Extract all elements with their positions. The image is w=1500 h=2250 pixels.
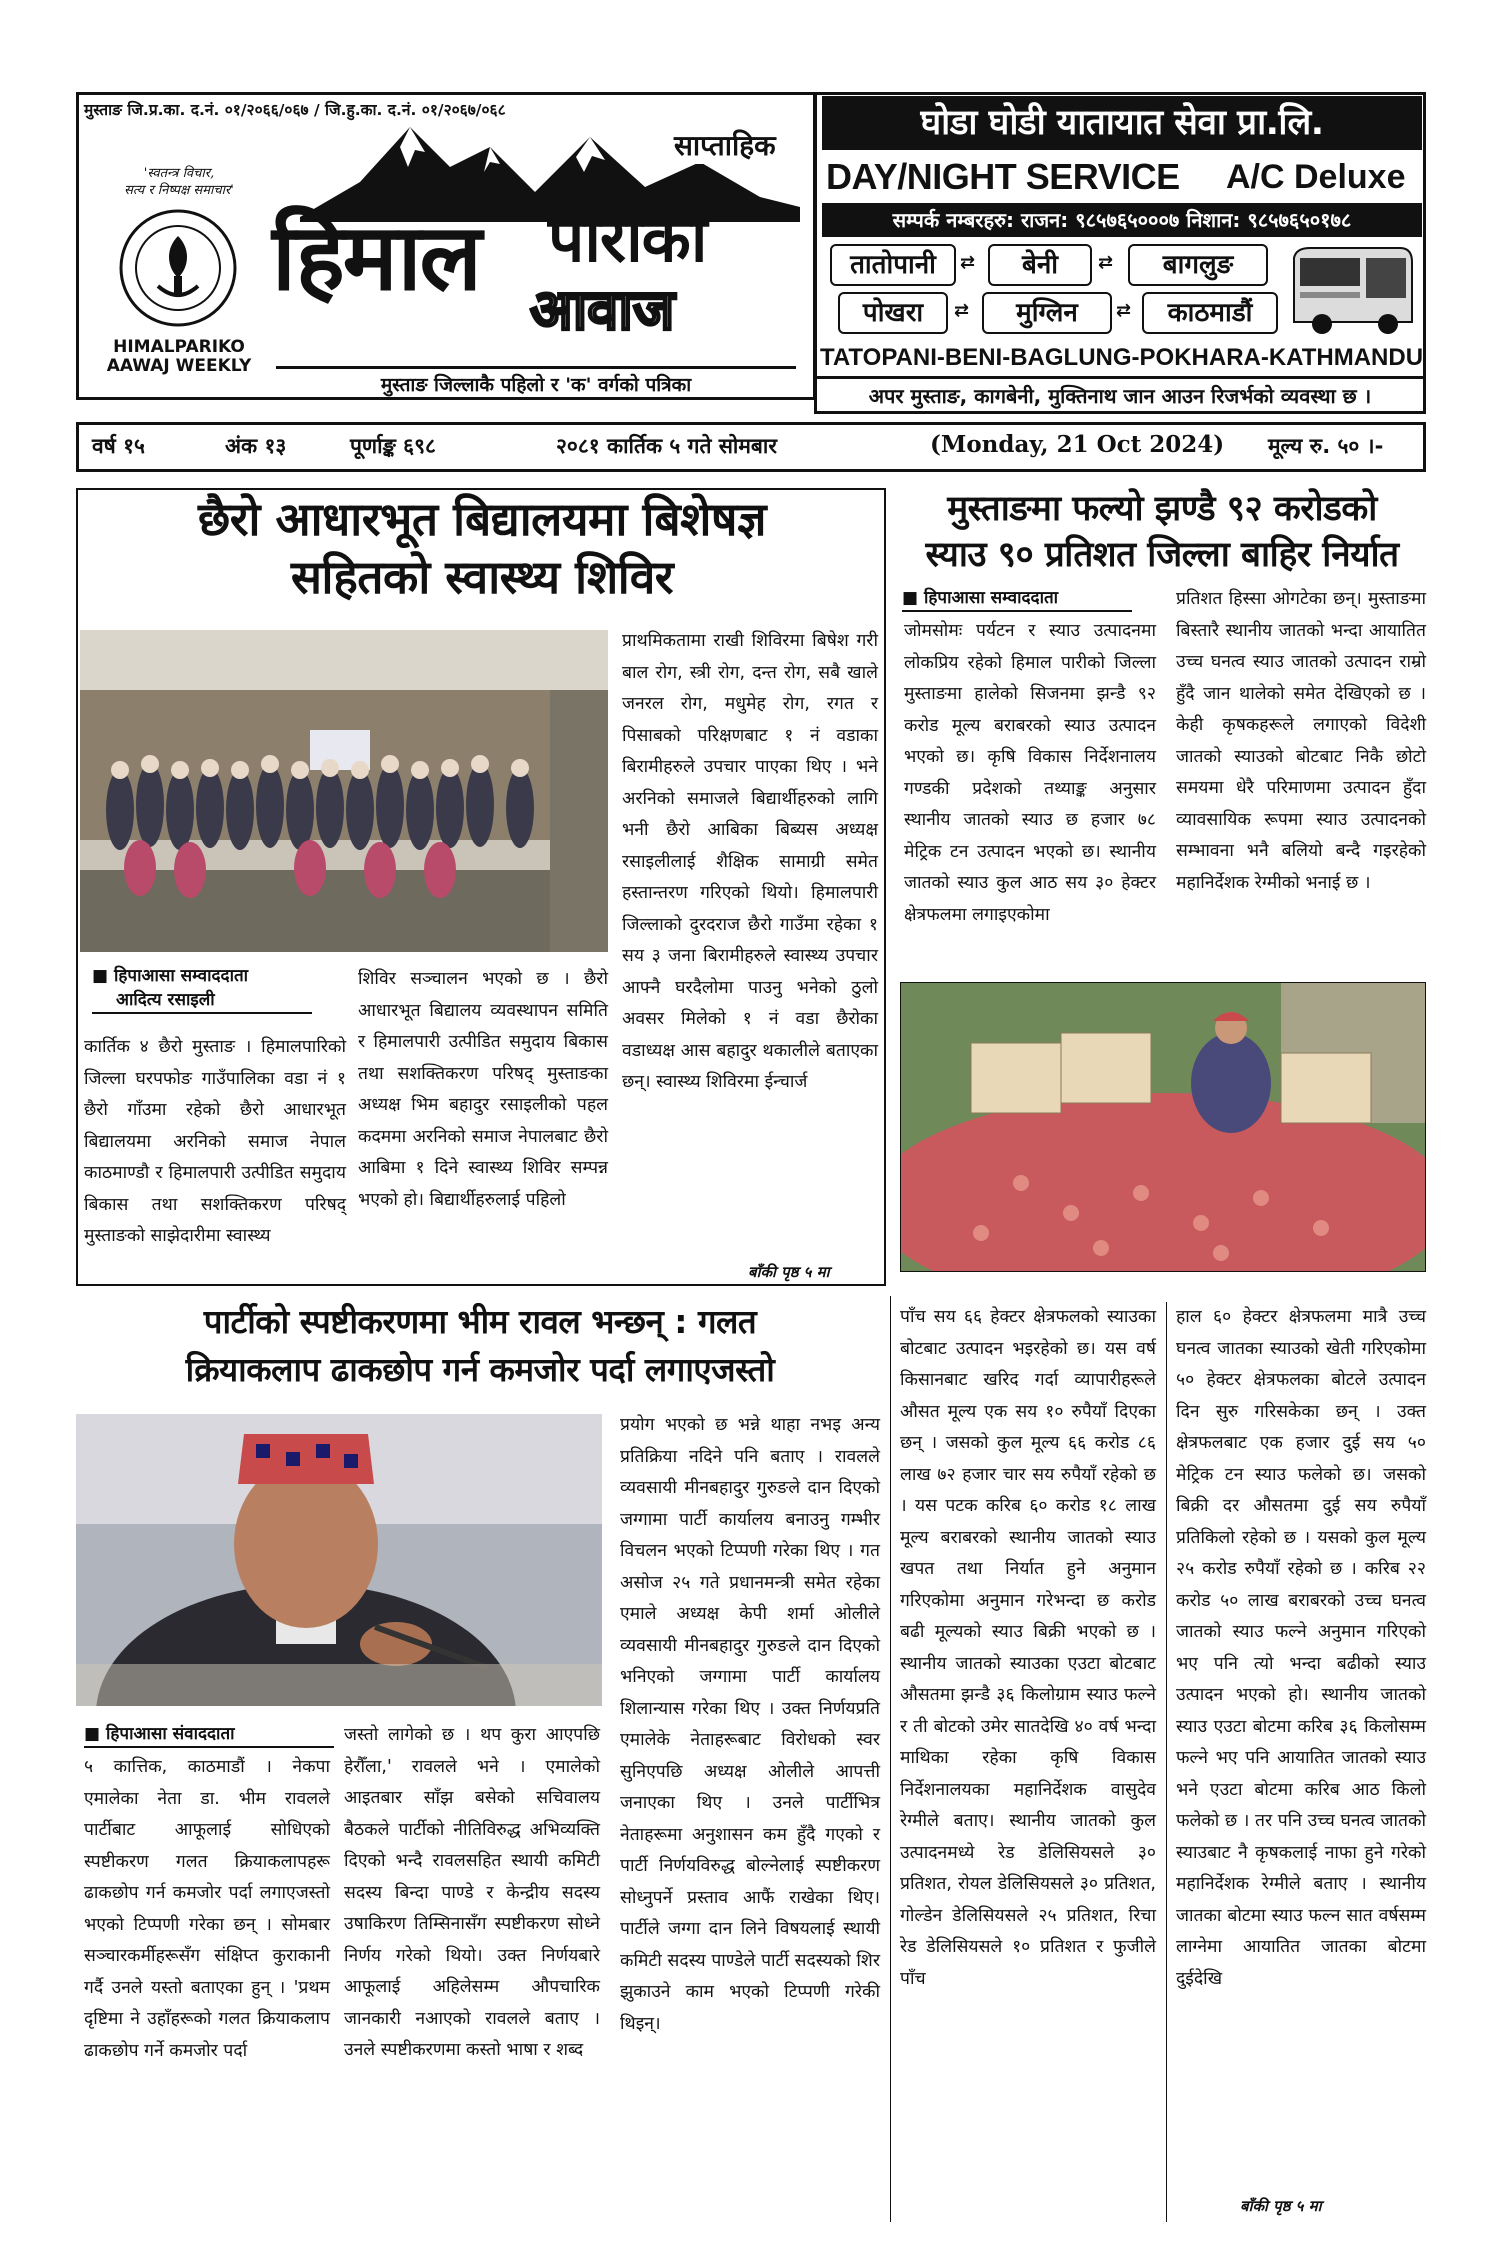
story1-photo	[80, 630, 608, 952]
route-beni: बेनी	[988, 244, 1092, 286]
ad-footer: अपर मुस्ताङ, कागबेनी, मुक्तिनाथ जान आउन रिजर्भको व्यवस्था छ ।	[814, 376, 1426, 414]
title-aawaj: आवाज	[530, 278, 675, 343]
dateline-english-date: (Monday, 21 Oct 2024)	[930, 431, 1225, 458]
story1-headline: छैरो आधारभूत बिद्यालयमा बिशेषज्ञ सहितको स्वास्थ्य शिविर	[197, 492, 766, 604]
title-himal: हिमाल	[272, 204, 480, 311]
route-arrow-icon: ⇄	[954, 300, 970, 321]
story3-column-3: प्रयोग भएको छ भन्ने थाहा नभइ अन्य प्रतिक्रिया नदिने पनि बताए । रावलले व्यवसायी मीनबहादुर गुरुङले दान दिएको जग्गामा पार्टी कार्यालय बनाउनु गम्भीर विचलन भएको टिप्पणी गरेका थिए । गत असोज २५ गते प्रधानमन्त्री समेत रहेका एमाले अध्यक्ष केपी शर्मा ओलीले व्यवसायी मीनबहादुर गुरुङले दान दिएको भनिएको जग्गामा पार्टी कार्यालय शिलान्यास गरेका थिए । उक्त निर्णयप्रति एमालेके नेताहरूबाट विरोधको स्वर सुनिएपछि अध्यक्ष ओलीले आपत्ती जनाएका थिए । उनले पार्टीभित्र नेताहरूमा अनुशासन कम हुँदै गएको र पार्टी निर्णयविरुद्ध बोल्नेलाई स्पष्टीकरण सोध्नुपर्ने प्रस्ताव आफैं राखेका थिए। पार्टीले जग्गा दान लिने विषयलाई स्थायी कमिटी सदस्य पाण्डेले पार्टी सदस्यको शिर झुकाउने काम भएको टिप्पणी गरेकी थिइन्।	[620, 1415, 880, 2034]
column-divider	[1166, 1302, 1167, 2222]
story1-column-1: कार्तिक ४ छैरो मुस्ताङ । हिमालपारिको जिल्ला घरपफोङ गाउँपालिका वडा नं १ छैरो गाँउमा रहेको छैरो आधारभूत बिद्यालयमा अरनिको समाज नेपाल काठमाण्डौ र हिमालपारी उत्पीडित समुदाय बिकास तथा सशक्तिकरण परिषद् मुस्ताङको साझेदारीमा स्वास्थ्य	[84, 1037, 346, 1246]
story2-apple-photo	[900, 982, 1426, 1272]
dateline-nepali-date: २०८१ कार्तिक ५ गते सोमबार	[556, 434, 777, 458]
column-divider	[890, 1296, 891, 2222]
story2-column-1: जोमसोमः पर्यटन र स्याउ उत्पादनमा लोकप्रिय रहेको हिमाल पारीको जिल्ला मुस्ताङमा हालेको सिजनमा झन्डै ९२ करोड मूल्य बराबरको स्याउ उत्पादन भएको छ। कृषि विकास निर्देशनालय गण्डकी प्रदेशको तथ्याङ्क अनुसार स्थानीय जातको स्याउ छ हजार ७८ मेट्रिक टन उत्पादन भएको छ। स्थानीय जातको स्याउ कुल आठ सय ३० हेक्टर क्षेत्रफलमा लगाइएकोमा	[904, 621, 1156, 925]
story3-photo	[76, 1414, 602, 1706]
story3-column-2: जस्तो लागेको छ । थप कुरा आएपछि हेरौँला,' रावलले भने । एमालेको आइतबार साँझ बसेको सचिवालय बैठकले पार्टीको नीतिविरुद्ध अभिव्यक्ति दिएको भन्दै रावलसहित स्थायी कमिटी सदस्य बिन्दा पाण्डे र केन्द्रीय सदस्य उषाकिरण तिम्सिनासँग स्पष्टीकरण सोध्ने निर्णय गरेको थियो। उक्त निर्णयबारे आफूलाई अहिलेसम्म औपचारिक जानकारी नआएको रावलले बताए । उनले स्पष्टीकरणमा कस्तो भाषा र शब्द	[344, 1725, 600, 2060]
weekly-label: साप्ताहिक	[670, 126, 780, 164]
byline-square-icon: ■	[92, 966, 114, 986]
byline-square-icon: ■	[902, 588, 924, 608]
story3-column-1: ५ कात्तिक, काठमाडौं । नेकपा एमालेका नेता डा. भीम रावलले पार्टीबाट आफूलाई सोधिएको स्पष्टीकरण गलत क्रियाकलापहरू ढाकछोप गर्न कमजोर पर्दा लगाएजस्तो भएको टिप्पणी गरेका छन् । सोमबार सञ्चारकर्मीहरूसँग संक्षिप्त कुराकानी गर्दै उनले यस्तो बताएका हुन् । 'प्रथम दृष्टिमा ने उहाँहरूको गलत क्रियाकलाप ढाकछोप गर्ने कमजोर पर्दा	[84, 1757, 330, 2061]
route-pokhara: पोखरा	[838, 292, 948, 334]
route-baglung: बागलुङ	[1128, 244, 1268, 286]
route-kathmandu: काठमाडौं	[1142, 292, 1278, 334]
story1-column-3: प्राथमिकतामा राखी शिविरमा बिषेश गरी बाल रोग, स्त्री रोग, दन्त रोग, सबै खाले जनरल रोग, मधुमेह रोग, रगत र पिसाबको परिक्षणबाट १ नं वडाका बिरामीहरुले उपचार पाएका थिए । भने अरनिको समाजले बिद्यार्थीहरुको लागि भनी छैरो आबिका बिब्यस अध्यक्ष रसाइलीलाई शैक्षिक सामाग्री समेत हस्तान्तरण गरिएको थियो। हिमालपारी जिल्लाको दुरदराज छैरो गाउँमा रहेका १ सय ३ जना बिरामीहरुले स्वास्थ्य उपचार आफ्नै घरदैलोमा पाउनु भनेको ठुलो अवसर मिलेको १ नं वडा छैरोका वडाध्यक्ष आस बहादुर थकालीले बताएका छन्। स्वास्थ्य शिविरमा ईन्चार्ज	[622, 631, 878, 1092]
story2-column-3: पाँच सय ६६ हेक्टर क्षेत्रफलको स्याउका बोटबाट उत्पादन भइरहेको छ। यस वर्ष किसानबाट खरिद गर्दा व्यापारीहरूले औसत मूल्य एक सय १० रुपैयाँ दिएका छन् । जसको कुल मूल्य ६६ करोड ८६ लाख ७२ हजार चार सय रुपैयाँ रहेको छ । यस पटक करिब ६० करोड १८ लाख मूल्य बराबरको स्थानीय जातको स्याउ खपत तथा निर्यात हुने अनुमान गरिएकोमा अनुमान गरेभन्दा छ करोड बढी मूल्यको स्याउ बिक्री भएको छ । स्थानीय जातको स्याउका एउटा बोटबाट औसतमा झन्डै ३६ किलोग्राम स्याउ फल्ने र ती बोटको उमेर सातदेखि ४० वर्ष भन्दा माथिका रहेका कृषि विकास निर्देशनालयका महानिर्देशक वासुदेव रेग्मीले बताए। स्थानीय जातको कुल उत्पादनमध्ये रेड डेलिसियसले ३० प्रतिशत, रोयल डेलिसियसले ३० प्रतिशत, गोल्डेन डेलिसियसले २५ प्रतिशत, रिचा रेड डेलिसियसले १० प्रतिशत र फुजीले पाँच	[900, 1307, 1156, 1989]
tagline: मुस्ताङ जिल्लाकै पहिलो र 'क' वर्गको पत्रिका	[276, 366, 796, 397]
dateline-issue: अंक १३	[225, 434, 287, 458]
story3-headline: पार्टीको स्पष्टीकरणमा भीम रावल भन्छन् : गलत क्रियाकलाप ढाकछोप गर्न कमजोर पर्दा लगाएजस्तो	[185, 1302, 775, 1389]
story3-byline: ■ हिपाआसा संवाददाता	[84, 1722, 334, 1748]
route-arrow-icon: ⇄	[1116, 300, 1132, 321]
slogan: 'स्वतन्त्र विचार, सत्य र निष्पक्ष समाचार'	[124, 166, 234, 198]
story2-column-2: प्रतिशत हिस्सा ओगटेका छन्। मुस्ताङमा बिस्तारै स्थानीय जातको भन्दा आयातित उच्च घनत्व स्याउ जातको उत्पादन राम्रो हुँदै जान थालेको समेत देखिएको छ । केही कृषकहरूले लगाएको विदेशी जातको स्याउको बोटबाट निकै छोटो समयमा धेरै परिमाणमा उत्पादन हुँदा व्यावसायिक रूपमा स्याउ उत्पादनको सम्भावना भनै बलियो बन्दै गइरहेको महानिर्देशक रेग्मीको भनाई छ ।	[1176, 589, 1426, 893]
dateline-price: मूल्य रु. ५० ।-	[1268, 434, 1384, 458]
ad-contact: सम्पर्क नम्बरहरु: राजन: ९८५७६५०००७ निशान: ९८५७६५०१७८	[822, 203, 1422, 237]
ad-service-type: A/C Deluxe	[1226, 158, 1406, 196]
story1-byline: ■ हिपाआसा सम्वाददाता आदित्य रसाइली	[92, 964, 312, 1014]
ad-service: DAY/NIGHT SERVICE	[826, 156, 1180, 197]
byline-square-icon: ■	[84, 1724, 106, 1744]
route-mugling: मुग्लिन	[982, 292, 1112, 334]
story1-continued: बाँकी पृष्ठ ५ मा	[748, 1263, 830, 1281]
ad-company: घोडा घोडी यातायात सेवा प्रा.लि.	[822, 96, 1422, 150]
emblem-logo	[118, 208, 238, 328]
story2-headline: मुस्ताङमा फल्यो झण्डै ९२ करोडको स्याउ ९० प्रतिशत जिल्ला बाहिर निर्यात	[925, 489, 1399, 575]
registration-line: मुस्ताङ जि.प्र.का. द.नं. ०१/२०६६/०६७ / जि.हु.का. द.नं. ०१/२०६७/०६८	[84, 101, 506, 119]
story2-continued: बाँकी पृष्ठ ५ मा	[1240, 2197, 1322, 2215]
bus-icon	[1288, 240, 1418, 340]
title-pariko: पारीको	[548, 203, 707, 277]
route-english: TATOPANI-BENI-BAGLUNG-POKHARA-KATHMANDU	[820, 344, 1424, 371]
route-arrow-icon: ⇄	[1098, 252, 1114, 273]
story1-column-2: शिविर सञ्चालन भएको छ । छैरो आधारभूत बिद्यालय व्यवस्थापन समिति र हिमालपारी उत्पीडित समुदाय बिकास तथा सशक्तिकरण परिषद् मुस्ताङका अध्यक्ष भिम बहादुर रसाइलीको पहल कदममा अरनिको समाज नेपालबाट छैरो आबिमा १ दिने स्वास्थ्य शिविर सम्पन्न भएको हो। बिद्यार्थीहरुलाई पहिलो	[358, 969, 608, 1210]
route-tatopani: तातोपानी	[830, 244, 956, 286]
english-name: HIMALPARIKO AAWAJ WEEKLY	[106, 337, 252, 376]
story2-column-4: हाल ६० हेक्टर क्षेत्रफलमा मात्रै उच्च घनत्व जातका स्याउको खेती गरिएकोमा ५० हेक्टर क्षेत्रफलका बोटले उत्पादन दिन सुरु गरिसकेका छन् । उक्त क्षेत्रफलबाट एक हजार दुई सय ५० मेट्रिक टन स्याउ फलेको छ। जसको बिक्री दर औसतमा दुई सय रुपैयाँ प्रतिकिलो रहेको छ । यसको कुल मूल्य २५ करोड रुपैयाँ रहेको छ । करिब २२ करोड ५० लाख बराबरको उच्च घनत्व जातको स्याउ फल्ने अनुमान गरिएको भए पनि त्यो भन्दा बढीको स्याउ उत्पादन भएको हो। स्थानीय जातको स्याउ एउटा बोटमा करिब ३६ किलोसम्म फल्ने भए पनि आयातित जातको स्याउ भने एउटा बोटमा करिब आठ किलो फलेको छ । तर पनि उच्च घनत्व जातको स्याउबाट नै कृषकलाई नाफा हुने गरेको महानिर्देशक रेग्मीले बताए । स्थानीय जातका बोटमा स्याउ फल्न सात वर्षसम्म लाग्नेमा आयातित जातका बोटमा दुईदेखि	[1176, 1307, 1426, 1989]
dateline-total: पूर्णाङ्क ६९८	[350, 434, 436, 458]
dateline-year: वर्ष १५	[92, 434, 145, 458]
story2-byline: ■ हिपाआसा सम्वाददाता	[902, 586, 1132, 612]
route-arrow-icon: ⇄	[960, 252, 976, 273]
